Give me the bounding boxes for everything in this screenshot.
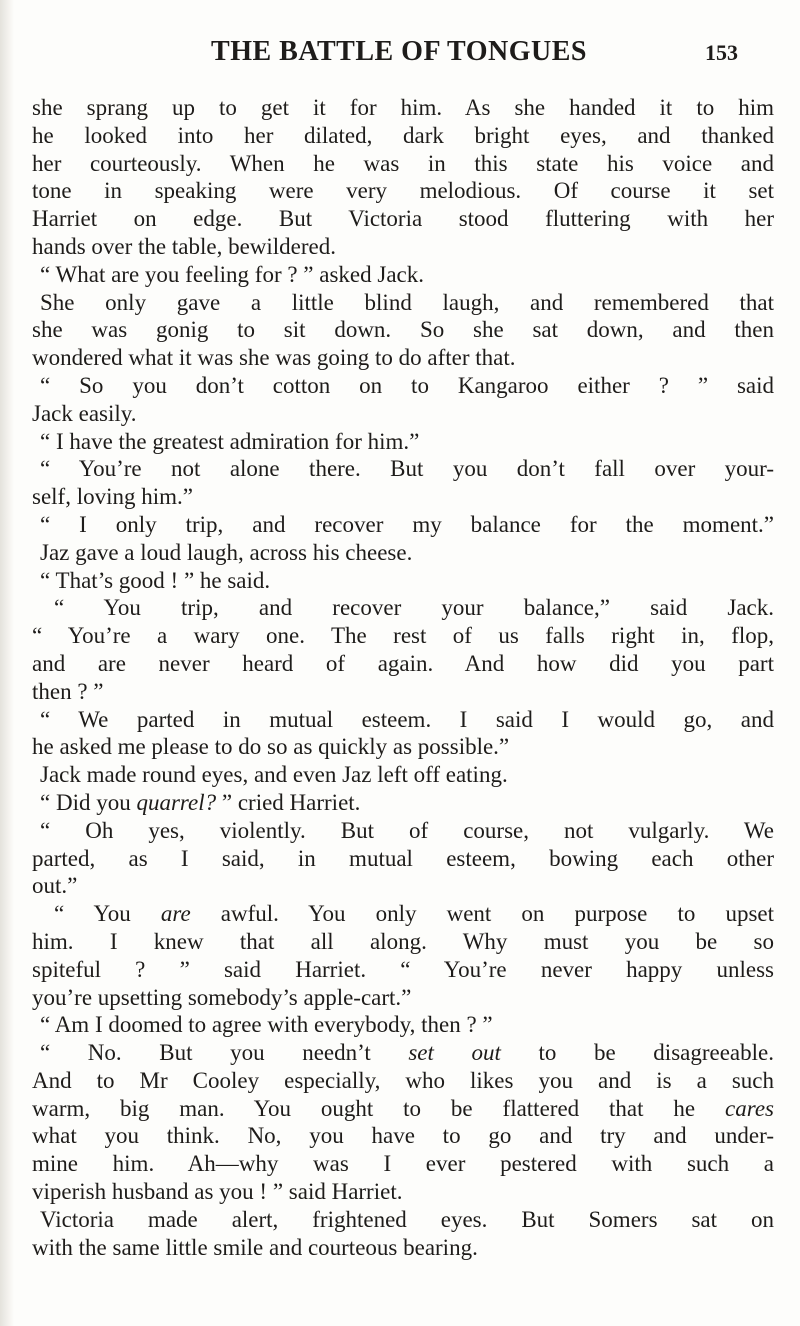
text-line: Harriet on edge. But Victoria stood fluttering with her	[32, 206, 774, 232]
text-line: She only gave a little blind laugh, and remembered that	[40, 289, 774, 315]
text-line: Jack easily.	[32, 400, 137, 426]
text-line: he looked into her dilated, dark bright eyes, and thanked	[32, 122, 774, 148]
text-line: with the same little smile and courteous bearing.	[32, 1234, 478, 1260]
text-line: “ No. But you needn’t set out to be disagreeable.	[40, 1040, 774, 1066]
text-line: him. I knew that all along. Why must you be so	[32, 928, 774, 954]
text-line: “ Oh yes, violently. But of course, not vulgarly. We	[40, 817, 774, 843]
body-text	[32, 94, 774, 1261]
text-line: spiteful ? ” said Harriet. “ You’re never happy unless	[32, 956, 774, 982]
text-line: “ That’s good ! ” he said.	[40, 567, 271, 593]
text-line: hands over the table, bewildered.	[32, 233, 336, 259]
text-line: her courteously. When he was in this state his voice and	[32, 150, 774, 176]
text-line: he asked me please to do so as quickly as possible.”	[32, 734, 510, 760]
text-line: “ Am I doomed to agree with everybody, then ? ”	[40, 1012, 493, 1038]
text-line: “ What are you feeling for ? ” asked Jack.	[40, 261, 425, 287]
text-line: “ So you don’t cotton on to Kangaroo either ? ” said	[40, 372, 774, 398]
page-number: 153	[705, 40, 738, 65]
text-line: mine him. Ah—why was I ever pestered with such a	[32, 1151, 774, 1177]
text-line: Jack made round eyes, and even Jaz left off eating.	[40, 762, 508, 788]
text-line: then ? ”	[32, 678, 104, 704]
page-binding-shadow	[0, 0, 14, 1326]
text-line: “ We parted in mutual esteem. I said I would go, and	[40, 706, 774, 732]
text-line: And to Mr Cooley especially, who likes you and is a such	[32, 1067, 774, 1093]
text-line: out.”	[32, 873, 78, 899]
text-line: “ You are awful. You only went on purpose to upset	[54, 901, 774, 927]
text-line: you’re upsetting somebody’s apple-cart.”	[32, 984, 412, 1010]
text-line: “ You’re not alone there. But you don’t fall over your-	[40, 456, 774, 482]
text-line: tone in speaking were very melodious. Of course it set	[32, 178, 774, 204]
text-line: and are never heard of again. And how did you part	[32, 650, 774, 676]
text-line: “ I have the greatest admiration for him.”	[40, 428, 420, 454]
text-line: parted, as I said, in mutual esteem, bowing each other	[32, 845, 774, 871]
running-head	[60, 36, 738, 76]
text-line: “ You trip, and recover your balance,” said Jack.	[54, 595, 774, 621]
text-line: warm, big man. You ought to be flattered that he cares	[32, 1095, 774, 1121]
text-line: wondered what it was she was going to do after that.	[32, 345, 516, 371]
text-line: “ I only trip, and recover my balance for the moment.”	[40, 511, 774, 537]
text-line: “ You’re a wary one. The rest of us falls right in, flop,	[32, 623, 774, 649]
text-line: Jaz gave a loud laugh, across his cheese.	[40, 539, 413, 565]
text-line: what you think. No, you have to go and try and under-	[32, 1123, 774, 1149]
text-line: she was gonig to sit down. So she sat down, and then	[32, 317, 774, 343]
text-line: “ Did you quarrel? ” cried Harriet.	[40, 789, 361, 815]
text-line: Victoria made alert, frightened eyes. But Somers sat on	[40, 1206, 774, 1232]
text-line: she sprang up to get it for him. As she handed it to him	[32, 95, 774, 120]
running-head-title: THE BATTLE OF TONGUES	[211, 36, 587, 67]
text-line: viperish husband as you ! ” said Harriet.	[32, 1179, 403, 1205]
text-line: self, loving him.”	[32, 484, 193, 510]
